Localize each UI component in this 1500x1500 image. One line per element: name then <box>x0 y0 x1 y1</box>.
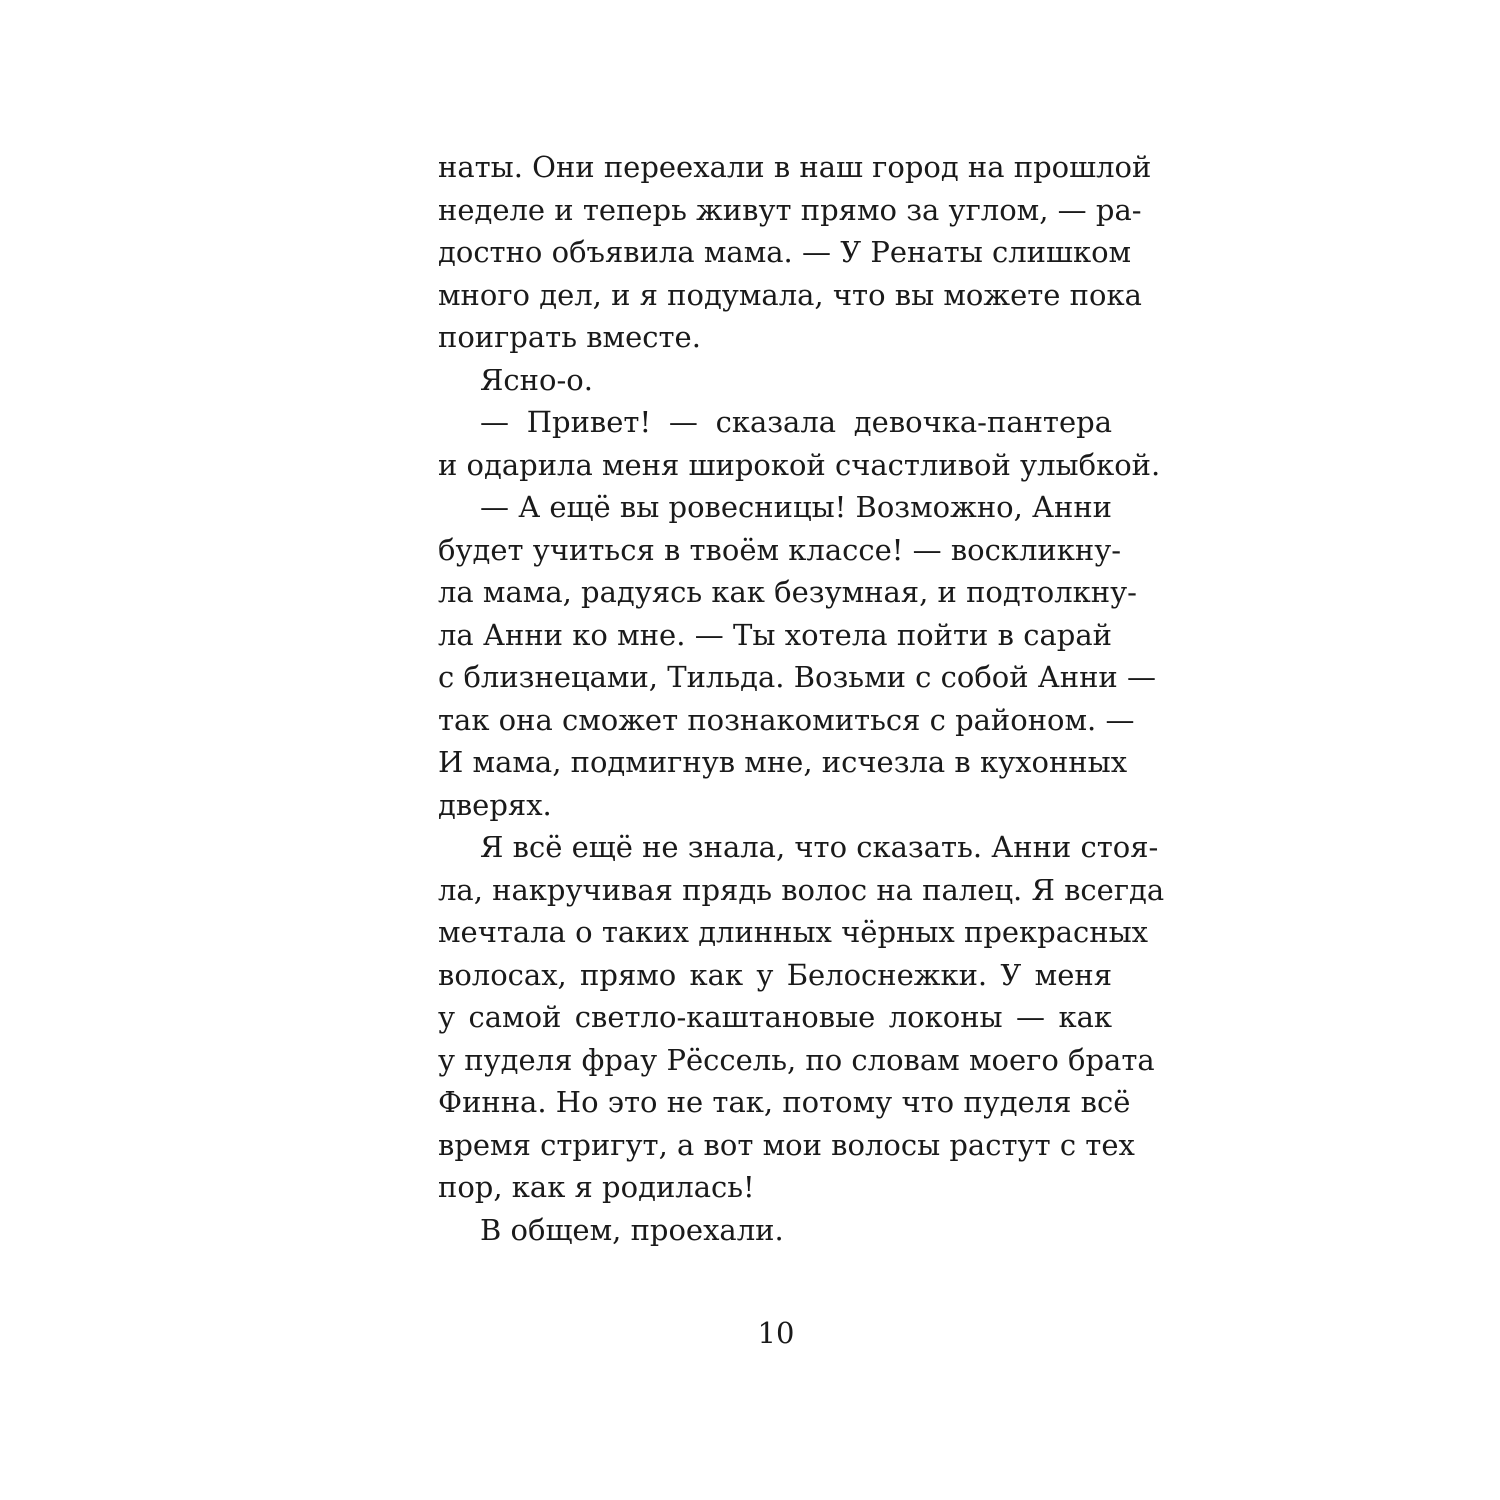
text-line: Я всё ещё не знала, что сказать. Анни стоя- <box>480 830 1159 864</box>
text-line: дверях. <box>438 787 552 822</box>
text-line: — Привет! — сказала девочка-пантера <box>480 405 1112 439</box>
text-line: много дел, и я подумала, что вы можете пока <box>438 277 1142 312</box>
text-line: достно объявила мама. — У Ренаты слишком <box>438 235 1132 269</box>
text-line: волосах, прямо как у Белоснежки. У меня <box>438 957 1112 992</box>
text-line: и одарила меня широкой счастливой улыбкой. <box>438 447 1161 482</box>
text-line: Финна. Но это не так, потому что пуделя всё <box>438 1085 1131 1119</box>
text-line: пор, как я родилась! <box>438 1170 755 1204</box>
text-line: И мама, подмигнув мне, исчезла в кухонных <box>438 745 1128 779</box>
text-line: время стригут, а вот мои волосы растут с тех <box>438 1127 1135 1162</box>
text-line: мечтала о таких длинных чёрных прекрасных <box>438 915 1149 949</box>
text-line: — А ещё вы ровесницы! Возможно, Анни <box>480 490 1112 524</box>
text-line: ла Анни ко мне. — Ты хотела пойти в сарай <box>438 617 1112 652</box>
page-number: 10 <box>757 1316 795 1350</box>
text-line: неделе и теперь живут прямо за углом, — ра- <box>438 192 1142 227</box>
text-line: у самой светло-каштановые локоны — как <box>438 1000 1112 1034</box>
text-line: Ясно-о. <box>480 362 593 397</box>
text-line: В общем, проехали. <box>480 1212 784 1247</box>
text-line: с близнецами, Тильда. Возьми с собой Анни — <box>438 660 1156 694</box>
text-line: у пуделя фрау Рёссель, по словам моего брата <box>438 1042 1155 1077</box>
text-line: поиграть вместе. <box>438 320 701 354</box>
text-line: ла, накручивая прядь волос на палец. Я всегда <box>438 872 1165 907</box>
body-text <box>438 146 1165 1251</box>
text-line: ла мама, радуясь как безумная, и подтолкну- <box>438 575 1137 609</box>
text-line: так она сможет познакомиться с районом. — <box>438 702 1135 737</box>
text-line: будет учиться в твоём классе! — воскликну- <box>438 532 1122 567</box>
text-line: наты. Они переехали в наш город на прошлой <box>438 150 1152 184</box>
